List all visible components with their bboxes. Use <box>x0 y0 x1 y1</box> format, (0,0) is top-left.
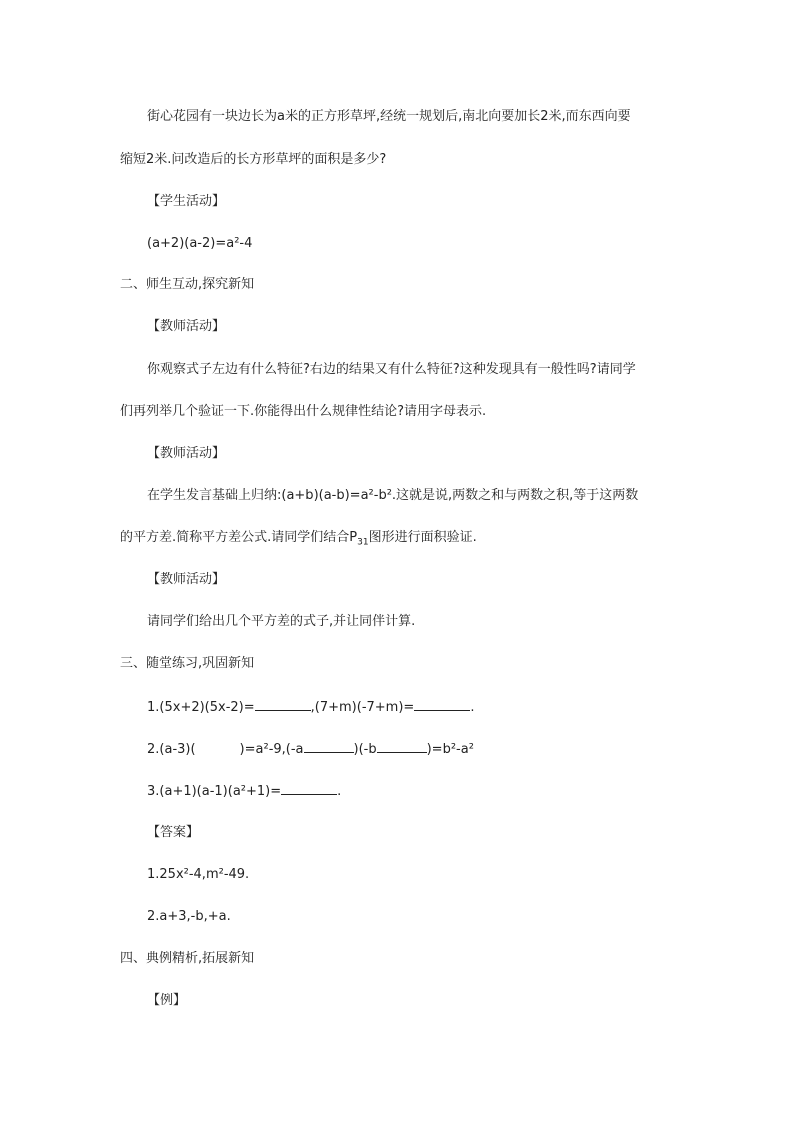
exercise-2-part-a: 2.(a-3)( <box>147 742 196 757</box>
question-line-1: 你观察式子左边有什么特征?右边的结果又有什么特征?这种发现具有一般性吗?请同学 <box>147 362 636 377</box>
answer-blank <box>414 698 470 711</box>
rule-line-2-post: 图形进行面积验证. <box>368 530 477 545</box>
exercise-2 <box>147 740 474 759</box>
example-heading: 【例】 <box>147 993 187 1008</box>
exercise-2-part-c: )(-b <box>353 742 377 757</box>
exercise-3 <box>147 782 341 801</box>
answer-heading: 【答案】 <box>147 825 200 840</box>
answer-blank <box>281 782 337 795</box>
section-4-heading: 四、典例精析,拓展新知 <box>120 951 255 966</box>
teacher-activity-heading-3: 【教师活动】 <box>147 572 226 587</box>
instruction-line: 请同学们给出几个平方差的式子,并让同伴计算. <box>147 614 416 629</box>
page-subscript: 31 <box>357 537 369 548</box>
exercise-2-part-b: )=a²-9,(-a <box>239 742 304 757</box>
answer-blank <box>377 740 427 753</box>
exercise-3-part-b: . <box>337 784 342 799</box>
teacher-activity-heading-1: 【教师活动】 <box>147 319 226 334</box>
exercise-2-part-d: )=b²-a² <box>426 742 474 757</box>
exercise-1-part-c: . <box>470 700 475 715</box>
answer-blank <box>255 698 311 711</box>
exercise-1-part-b: ,(7+m)(-7+m)= <box>310 700 415 715</box>
exercise-1-part-a: 1.(5x+2)(5x-2)= <box>147 700 255 715</box>
rule-line-1: 在学生发言基础上归纳:(a+b)(a-b)=a²-b².这就是说,两数之和与两数之积,等于这两数 <box>147 488 639 503</box>
exercise-1 <box>147 698 474 717</box>
student-activity-heading: 【学生活动】 <box>147 194 226 209</box>
problem-text-line-1: 街心花园有一块边长为a米的正方形草坪,经统一规划后,南北向要加长2米,而东西向要 <box>147 109 631 124</box>
exercise-3-part-a: 3.(a+1)(a-1)(a²+1)= <box>147 784 282 799</box>
rule-line-2-pre: 的平方差.简称平方差公式.请同学们结合P <box>120 530 358 545</box>
section-3-heading: 三、随堂练习,巩固新知 <box>120 656 255 671</box>
answer-2: 2.a+3,-b,+a. <box>147 909 231 924</box>
section-2-heading: 二、师生互动,探究新知 <box>120 277 255 292</box>
rule-line-2 <box>120 529 477 552</box>
problem-text-line-2: 缩短2米.问改造后的长方形草坪的面积是多少? <box>120 152 387 167</box>
formula-line: (a+2)(a-2)=a²-4 <box>147 236 253 251</box>
answer-blank <box>304 740 354 753</box>
answer-1: 1.25x²-4,m²-49. <box>147 867 250 882</box>
question-line-2: 们再列举几个验证一下.你能得出什么规律性结论?请用字母表示. <box>120 404 487 419</box>
teacher-activity-heading-2: 【教师活动】 <box>147 446 226 461</box>
